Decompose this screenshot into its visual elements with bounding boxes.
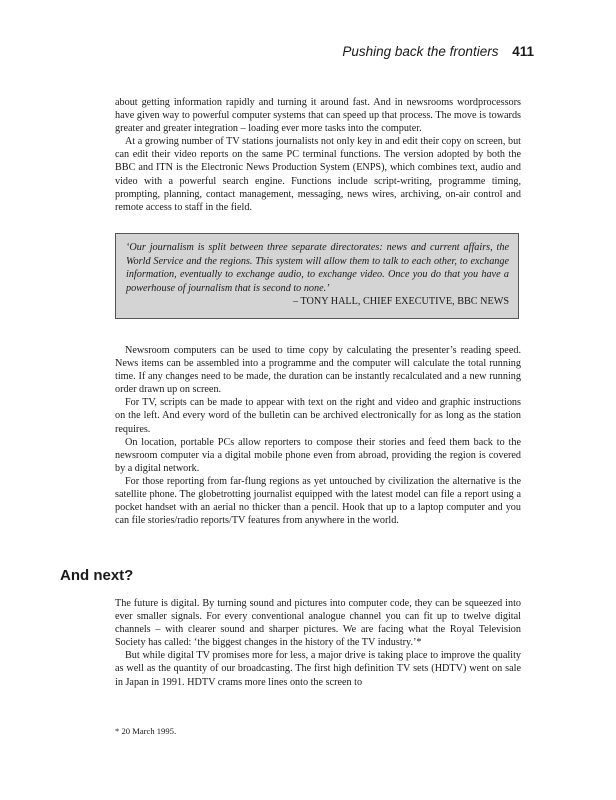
- paragraph: On location, portable PCs allow reporters to compose their stories and feed them back to the newsroom computer via a digital mobile phone even from abroad, providing the region is covered by a digital network.: [115, 436, 521, 474]
- paragraph: The future is digital. By turning sound and pictures into computer code, they can be squeezed into ever smaller signals. For every conventional analogue channel you can fit up to twelve digital channels – with clearer sound and sharper pictures. We are facing what the Royal Television Society has called: ‘the biggest changes in the history of the TV industry.’*: [115, 598, 521, 649]
- footnote: * 20 March 1995.: [115, 726, 177, 736]
- running-header: [342, 44, 534, 59]
- paragraph: Newsroom computers can be used to time copy by calculating the presenter’s reading speed. News items can be assembled into a programme and the computer will calculate the total running time. If any changes need to be made, the duration can be instantly recalculated and a new running order drawn up on screen.: [115, 345, 521, 396]
- paragraph: For those reporting from far-flung regions as yet untouched by civilization the alternative is the satellite phone. The globetrotting journalist equipped with the latest model can file a report using a pocket handset with an aerial no thicker than a pencil. Hook that up to a laptop computer and you can file stories/radio reports/TV features from anywhere in the world.: [115, 475, 521, 527]
- pull-quote-attribution: – TONY HALL, CHIEF EXECUTIVE, BBC NEWS: [292, 296, 509, 308]
- page-number: 411: [512, 44, 534, 59]
- paragraph: For TV, scripts can be made to appear with text on the right and video and graphic instructions on the left. And every word of the bulletin can be archived electronically for as long as the station requires.: [115, 397, 521, 435]
- body-block-2: [115, 344, 521, 527]
- section-heading: And next?: [60, 567, 134, 584]
- body-block-1: [115, 96, 521, 214]
- paragraph: At a growing number of TV stations journalists not only key in and edit their copy on screen, but can edit their video reports on the same PC terminal functions. The version adopted by both the BBC and ITN is the Electronic News Production System (ENPS), which combines text, audio and video with a powerful search engine. Functions include script-writing, programme timing, prompting, planning, contact management, messaging, news wires, archiving, on-air control and remote access to staff in the field.: [115, 136, 521, 213]
- paragraph: But while digital TV promises more for less, a major drive is taking place to improve the quality as well as the quantity of our broadcasting. The first high definition TV sets (HDTV) went on sale in Japan in 1991. HDTV crams more lines onto the screen to: [115, 650, 521, 688]
- running-header-title: Pushing back the frontiers: [342, 44, 499, 59]
- paragraph: about getting information rapidly and turning it around fast. And in newsrooms wordprocessors have given way to powerful computer systems that can speed up that process. The move is towards greater and greater integration – loading ever more tasks into the computer.: [115, 97, 521, 135]
- body-block-3: [115, 597, 521, 689]
- pull-quote-text: ‘Our journalism is split between three separate directorates: news and current affairs, the World Service and the regions. This system will allow them to talk to each other, to exchange information, eventually to exchange audio, to exchange video. Once you do that you have a powerhouse of journalism that is second to none.’: [126, 242, 509, 294]
- pull-quote-box: [115, 233, 519, 319]
